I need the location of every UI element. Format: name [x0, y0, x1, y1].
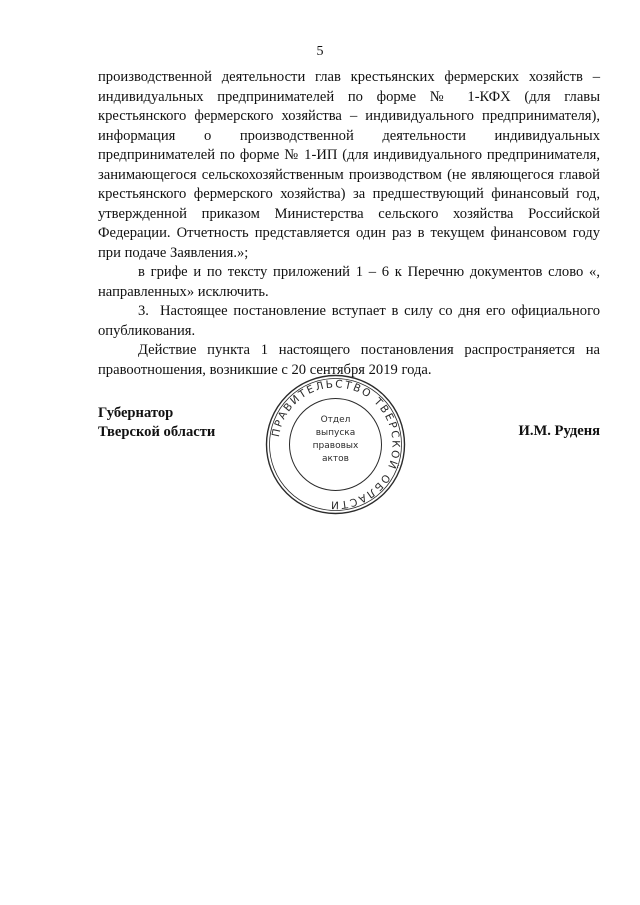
paragraph-effective-date: Действие пункта 1 настоящего постановления распространяется на правоотношения, возникшие с 20 сентября 2019 года. — [98, 342, 600, 378]
paragraph-annex-title: в грифе и по тексту приложений 1 – 6 к Перечню документов слово «, направленных» исключить. — [98, 264, 600, 300]
page-number: 5 — [316, 44, 324, 59]
stamp-ring-text: ПРАВИТЕЛЬСТВО ТВЕРСКОЙ ОБЛАСТИ — [269, 378, 402, 511]
stamp-center-line-3: правовых — [312, 441, 359, 451]
document-body — [98, 68, 600, 380]
signatory-position-line2: Тверской области — [98, 424, 216, 440]
item-3-text: Настоящее постановление вступает в силу со дня его официального опубликования. — [98, 303, 600, 339]
paragraph-item-3 — [98, 302, 600, 341]
signatory-name: И.М. Руденя — [518, 423, 600, 439]
signatory-position-line1: Губернатор — [98, 405, 174, 421]
stamp-center-line-2: выпуска — [315, 428, 356, 438]
stamp-center-line-4: актов — [321, 454, 350, 464]
stamp-center-line-1: Отдел — [320, 415, 351, 425]
paragraph-continuation: производственной деятельности глав крестьянских фермерских хозяйств – индивидуальных предпринимателей по форме № 1-КФХ (для главы крестьянского фермерского хозяйства – индивидуального предпринимателя), информация о производственной деятельности индивидуальных предпринимателей по форме № 1-ИП (для индивидуального предпринимателя, занимающегося сельскохозяйственным производством (не являющегося главой крестьянского фермерского хозяйства) за предшествующий финансовый год, утвержденной приказом Министерства сельского хозяйства Российской Федерации. Отчетность представляется один раз в текущем финансовом году при подаче Заявления.»; — [98, 69, 600, 261]
official-stamp — [263, 372, 408, 517]
signatory-position — [98, 404, 215, 442]
item-3-number: 3. — [138, 303, 149, 319]
